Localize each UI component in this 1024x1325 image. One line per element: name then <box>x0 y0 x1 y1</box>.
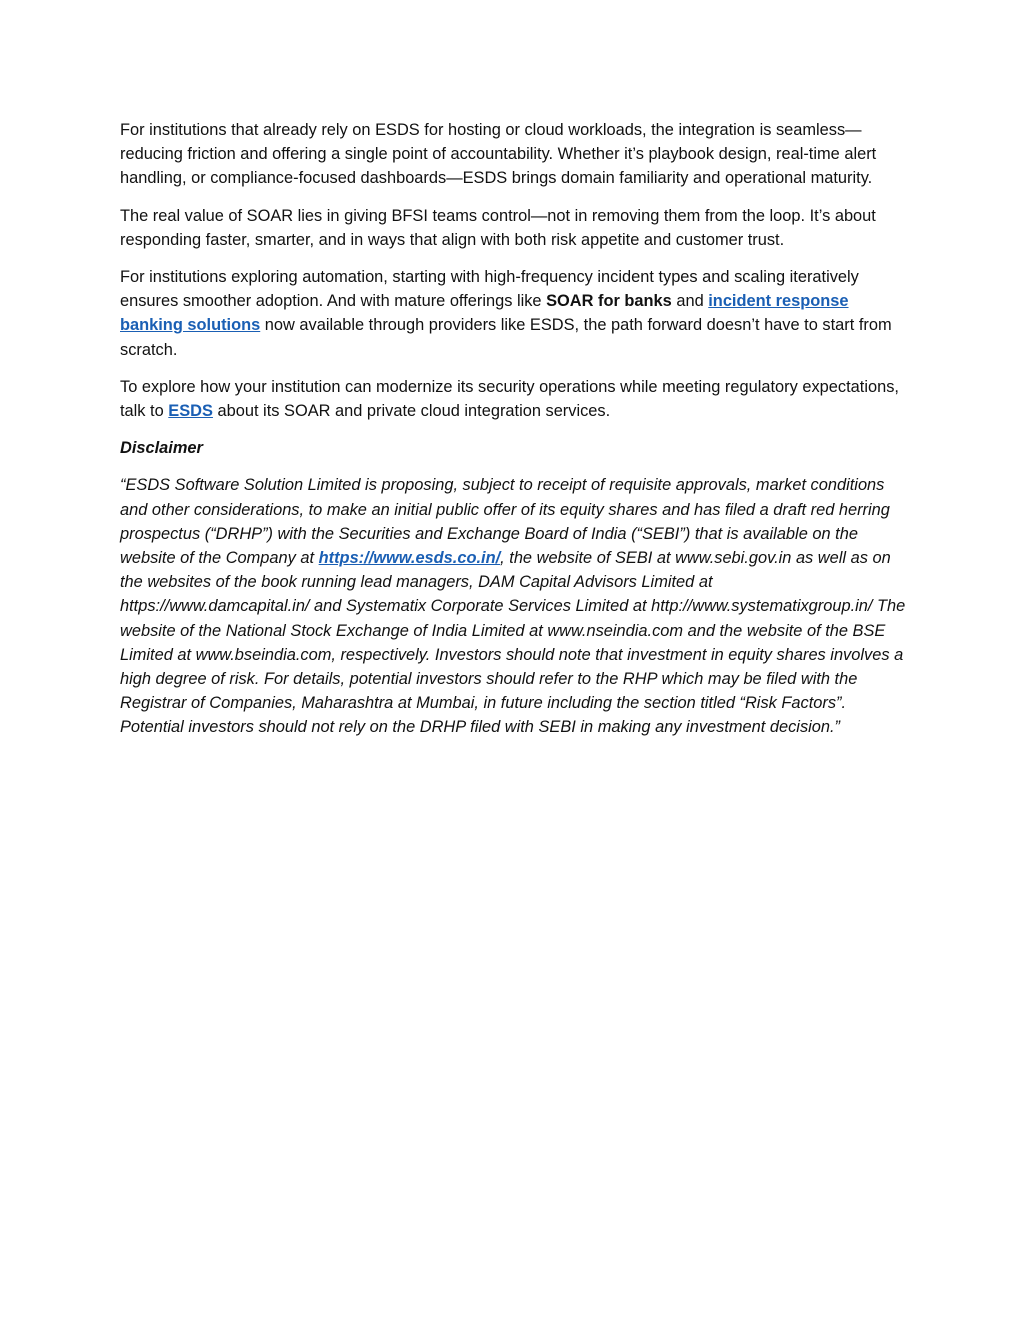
paragraph-integration <box>120 118 906 191</box>
paragraph-text: and <box>671 292 709 311</box>
paragraph-text: To explore how your institution can modernize its security operations while meeting regulatory expectations, talk to <box>120 377 899 421</box>
paragraph-explore <box>120 375 906 423</box>
paragraph-text: For institutions that already rely on ESDS for hosting or cloud workloads, the integration is seamless—reducing friction and offering a single point of accountability. Whether it’s playbook design, real-time alert handling, or compliance-focused dashboards—ESDS brings domain familiarity and operational maturity. <box>120 121 877 188</box>
paragraph-text: about its SOAR and private cloud integration services. <box>212 402 611 421</box>
disclaimer-text <box>120 473 906 739</box>
soar-for-banks-bold: SOAR for banks <box>546 292 672 311</box>
disclaimer-heading: Disclaimer <box>120 439 203 458</box>
disclaimer-text-part: “ESDS Software Solution Limited is proposing, subject to receipt of requisite approvals, market conditions and other considerations, to make an initial public offer of its equity shares and has filed a draft red herring prospectus (“DRHP”) with the Securities and Exchange Board of India (“SEBI”) that is available on the website of the Company at <box>120 476 890 568</box>
document-page <box>120 118 906 753</box>
paragraph-soar-value <box>120 204 906 252</box>
esds-website-link[interactable]: https://www.esds.co.in/ <box>318 549 501 568</box>
paragraph-text: now available through providers like ESDS, the path forward doesn’t have to start from scratch. <box>120 316 892 359</box>
paragraph-text: For institutions exploring automation, starting with high-frequency incident types and scaling iteratively ensures smoother adoption. And with mature offerings like <box>120 268 859 311</box>
paragraph-automation <box>120 265 906 362</box>
disclaimer-text-part: , the website of SEBI at www.sebi.gov.in as well as on the websites of the book running lead managers, DAM Capital Advisors Limited at https://www.damcapital.in/ and Systematix Corporate Services Limited at http://www.systematixgroup.in/ The website of the National Stock Exchange of India Limited at www.nseindia.com and the website of the BSE Limited at www.bseindia.com, respectively. Investors should note that investment in equity shares involves a high degree of risk. For details, potential investors should refer to the RHP which may be filed with the Registrar of Companies, Maharashtra at Mumbai, in future including the section titled “Risk Factors”. Potential investors should not rely on the DRHP filed with SEBI in making any investment decision.” <box>120 549 906 737</box>
paragraph-text: The real value of SOAR lies in giving BFSI teams control—not in removing them from the loop. It’s about responding faster, smarter, and in ways that align with both risk appetite and customer trust. <box>120 206 876 249</box>
incident-response-link[interactable]: incident response banking solutions <box>120 292 849 335</box>
esds-link[interactable]: ESDS <box>168 402 213 421</box>
